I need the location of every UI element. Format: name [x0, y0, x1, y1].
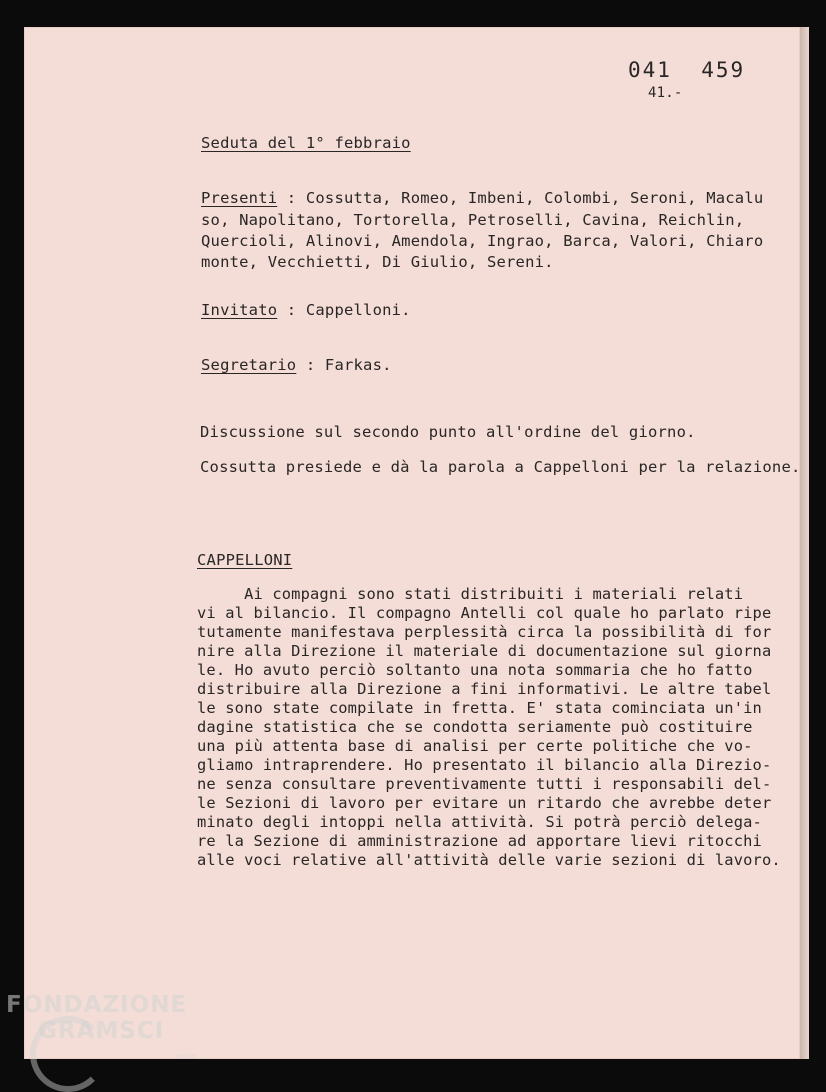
- body-line: minato degli intoppi nella attività. Si potrà perciò delega-: [197, 813, 762, 831]
- speaker-name: CAPPELLONI: [197, 551, 293, 569]
- body-line: le Sezioni di lavoro per evitare un ritardo che avrebbe deter: [197, 794, 772, 812]
- presenti-label: Presenti: [201, 189, 278, 207]
- body-line: le. Ho avuto perciò soltanto una nota sommaria che ho fatto: [197, 661, 753, 679]
- body-line: dagine statistica che se condotta seriamente può costituire: [197, 718, 753, 736]
- segretario-line: [201, 356, 392, 374]
- segretario-label: Segretario: [201, 356, 297, 374]
- body-line: vi al bilancio. Il compagno Antelli col quale ho parlato ripe: [197, 604, 772, 622]
- body-line: distribuire alla Direzione a fini informativi. Le altre tabel: [197, 680, 772, 698]
- presenti-text-1: : Cossutta, Romeo, Imbeni, Colombi, Seroni, Macalu: [277, 189, 764, 207]
- presenti-line-3: Quercioli, Alinovi, Amendola, Ingrao, Barca, Valori, Chiaro: [201, 232, 764, 250]
- body-line: tutamente manifestava perplessità circa la possibilità di for: [197, 623, 772, 641]
- presenti-line-2: so, Napolitano, Tortorella, Petroselli, Cavina, Reichlin,: [201, 211, 745, 229]
- body-line: Ai compagni sono stati distribuiti i materiali relati: [197, 585, 744, 603]
- watermark-line-3: onlus: [176, 1052, 198, 1061]
- invitato-value: : Cappelloni.: [277, 301, 411, 319]
- body-line: alle voci relative all'attività delle varie sezioni di lavoro.: [197, 851, 781, 869]
- watermark-line-2: GRAMSCI: [38, 1018, 165, 1044]
- body-line: gliamo intraprendere. Ho presentato il bilancio alla Direzio-: [197, 756, 772, 774]
- invitato-line: [201, 301, 411, 319]
- document-page: [24, 27, 800, 1059]
- invitato-label: Invitato: [201, 301, 278, 319]
- body-line: ne senza consultare preventivamente tutti i responsabili del-: [197, 775, 772, 793]
- fondazione-gramsci-watermark: [0, 988, 200, 1078]
- document-number: 041 459: [628, 58, 746, 82]
- body-line: nire alla Direzione il materiale di documentazione sul giorna: [197, 642, 772, 660]
- page-number: 41.-: [648, 85, 683, 101]
- body-line: una più attenta base di analisi per certe politiche che vo-: [197, 737, 753, 755]
- watermark-line-1: FONDAZIONE: [6, 992, 188, 1018]
- discussione-line: Discussione sul secondo punto all'ordine del giorno.: [200, 423, 696, 441]
- presiede-line: Cossutta presiede e dà la parola a Cappelloni per la relazione.: [200, 458, 801, 476]
- presenti-line-4: monte, Vecchietti, Di Giulio, Sereni.: [201, 253, 554, 271]
- session-title: Seduta del 1° febbraio: [201, 134, 411, 152]
- body-line: re la Sezione di amministrazione ad apportare lievi ritocchi: [197, 832, 762, 850]
- segretario-value: : Farkas.: [296, 356, 392, 374]
- presenti-line-1: [201, 189, 763, 207]
- page-edge: [800, 27, 809, 1059]
- body-line: le sono state compilate in fretta. E' stata cominciata un'in: [197, 699, 762, 717]
